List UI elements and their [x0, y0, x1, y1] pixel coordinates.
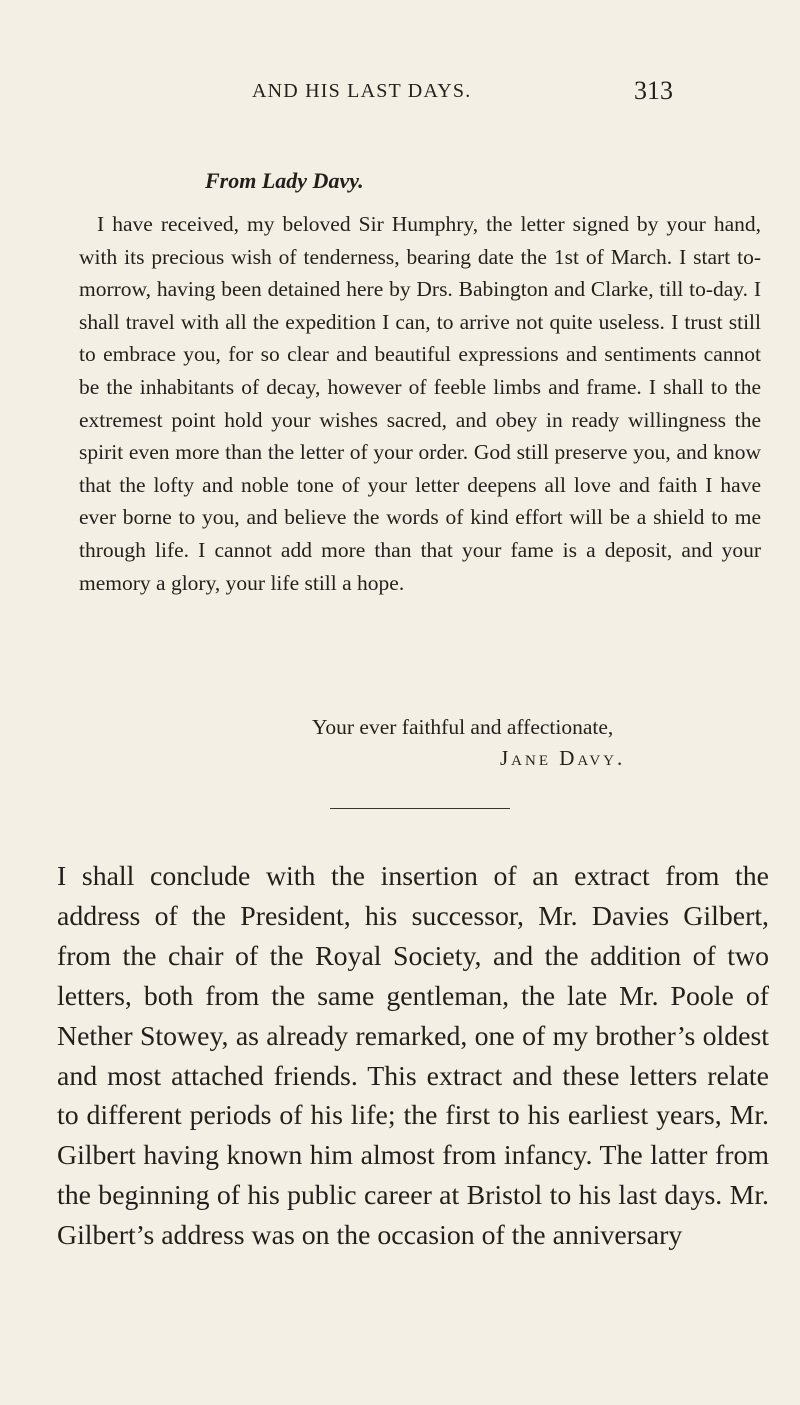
letter-signature: Jane Davy.: [500, 746, 626, 770]
running-head: AND HIS LAST DAYS.: [252, 80, 472, 102]
section-divider: [330, 808, 510, 809]
letter-closing: Your ever faithful and affectionate,: [312, 715, 614, 739]
narrative-paragraph: I shall conclude with the insertion of an extract from the address of the President, his successor, Mr. Davies Gilbert, from the chair of the Royal Society, and the addition of two letters, both from the same gentleman, the late Mr. Poole of Nether Stowey, as already remarked, one of my brother’s oldest and most attached friends. This extract and these letters relate to different periods of his life; the first to his earliest years, Mr. Gilbert having known him almost from infancy. The latter from the beginning of his public career at Bristol to his last days. Mr. Gilbert’s address was on the occasion of the anniversary: [57, 861, 769, 1252]
page-number: 313: [634, 76, 673, 105]
letter-heading: From Lady Davy.: [205, 168, 364, 193]
letter-body: I have received, my beloved Sir Humphry, the letter signed by your hand, with its precious wish of tenderness, bearing date the 1st of March. I start to-morrow, having been detained here by Drs. Babington and Clarke, till to-day. I shall travel with all the expedition I can, to arrive not quite useless. I trust still to embrace you, for so clear and beautiful expressions and sentiments cannot be the inhabitants of decay, however of feeble limbs and frame. I shall to the extremest point hold your wishes sacred, and obey in ready willingness the spirit even more than the letter of your order. God still preserve you, and know that the lofty and noble tone of your letter deepens all love and faith I have ever borne to you, and believe the words of kind effort will be a shield to me through life. I cannot add more than that your fame is a deposit, and your memory a glory, your life still a hope.: [79, 212, 761, 595]
